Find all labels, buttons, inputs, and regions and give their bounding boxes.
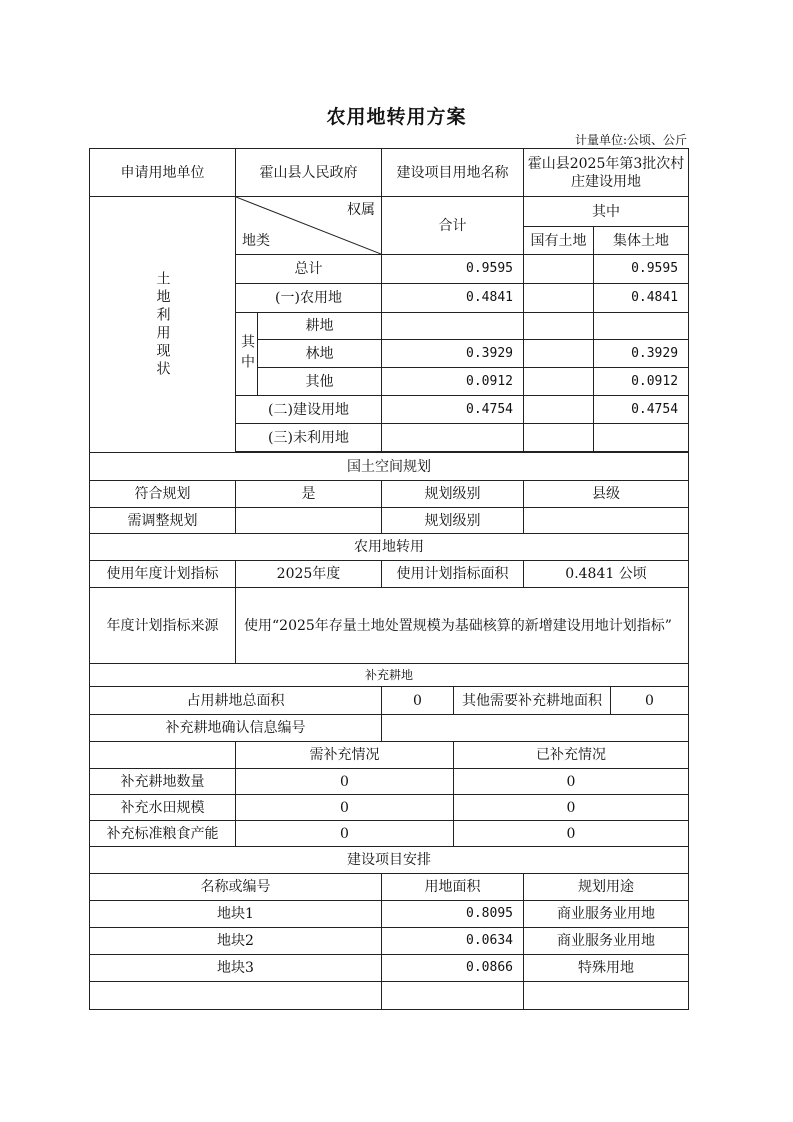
state-land-header: 国有土地 xyxy=(524,227,594,255)
row-label-construction: (二)建设用地 xyxy=(236,396,382,424)
forest-total-value: 0.3929 xyxy=(382,340,524,368)
row-label-other: 其他 xyxy=(258,368,382,396)
projects-section-header: 建设项目安排 xyxy=(90,847,689,874)
index-area-value: 0.4841 公顷 xyxy=(524,561,689,588)
page-title: 农用地转用方案 xyxy=(326,106,467,128)
of-which-header: 其中 xyxy=(524,197,689,227)
adjust-plan-value xyxy=(236,508,382,534)
land-use-vertical-text: 土地利用现状 xyxy=(154,270,171,379)
plan-level-label-2: 规划级别 xyxy=(382,508,524,534)
index-source-value: 使用“2025年存量土地处置规模为基础核算的新增建设用地计划指标” xyxy=(236,588,689,664)
farmland-total-value: 0.4841 xyxy=(382,284,524,313)
annual-index-label: 使用年度计划指标 xyxy=(90,561,236,588)
supplement-need-value: 0 xyxy=(236,769,454,795)
project-area-col-header: 用地面积 xyxy=(382,874,524,901)
other-total-value: 0.0912 xyxy=(382,368,524,396)
cultivated-state-value xyxy=(524,313,594,340)
total-total-value: 0.9595 xyxy=(382,255,524,284)
index-source-label: 年度计划指标来源 xyxy=(90,588,236,664)
unused-total-value xyxy=(382,424,524,452)
unused-collective-value xyxy=(594,424,689,452)
project-row-area: 0.0634 xyxy=(382,928,524,955)
of-which-vertical-text: 其中 xyxy=(239,334,255,374)
collective-land-header: 集体土地 xyxy=(594,227,689,255)
row-label-farmland: (一)农用地 xyxy=(236,284,382,313)
forest-collective-value: 0.3929 xyxy=(594,340,689,368)
planning-section-header: 国土空间规划 xyxy=(90,453,689,481)
project-row-use: 商业服务业用地 xyxy=(524,928,689,955)
project-name-label: 建设项目用地名称 xyxy=(382,149,524,197)
confirm-number-value xyxy=(382,715,689,742)
plan-level-value: 县级 xyxy=(524,481,689,508)
supplement-row-label: 补充标准粮食产能 xyxy=(90,821,236,847)
project-name-col-header: 名称或编号 xyxy=(90,874,382,901)
project-row-name: 地块2 xyxy=(90,928,382,955)
occupied-area-value: 0 xyxy=(382,687,454,715)
supplement-corner-cell xyxy=(90,742,236,769)
supplement-done-value: 0 xyxy=(454,769,689,795)
total-collective-value: 0.9595 xyxy=(594,255,689,284)
project-row-use: 特殊用地 xyxy=(524,955,689,982)
supplement-row-label: 补充耕地数量 xyxy=(90,769,236,795)
unit-note: 计量单位:公顷、公斤 xyxy=(574,133,687,147)
supplement-need-value: 0 xyxy=(236,821,454,847)
done-supplement-header: 已补充情况 xyxy=(454,742,689,769)
applicant-label: 申请用地单位 xyxy=(90,149,236,197)
plan-level-value-2 xyxy=(524,508,689,534)
project-row-area: 0.0866 xyxy=(382,955,524,982)
row-label-cultivated: 耕地 xyxy=(258,313,382,340)
project-name-value: 霍山县2025年第3批次村庄建设用地 xyxy=(524,149,689,197)
confirm-number-label: 补充耕地确认信息编号 xyxy=(90,715,382,742)
supplement-done-value: 0 xyxy=(454,821,689,847)
row-label-forest: 林地 xyxy=(258,340,382,368)
project-use-col-header: 规划用途 xyxy=(524,874,689,901)
supplement-section-header: 补充耕地 xyxy=(90,664,689,687)
annual-index-value: 2025年度 xyxy=(236,561,382,588)
project-row-area: 0.8095 xyxy=(382,901,524,928)
ownership-label: 权属 xyxy=(347,202,375,218)
conversion-section-header: 农用地转用 xyxy=(90,534,689,561)
land-use-section-label xyxy=(90,197,236,453)
category-label: 地类 xyxy=(242,233,270,249)
project-row-name: 地块3 xyxy=(90,955,382,982)
farmland-state-value xyxy=(524,284,594,313)
cultivated-collective-value xyxy=(594,313,689,340)
of-which-side-label xyxy=(236,313,258,396)
cultivated-total-value xyxy=(382,313,524,340)
need-supplement-header: 需补充情况 xyxy=(236,742,454,769)
plan-level-label: 规划级别 xyxy=(382,481,524,508)
total-column-header: 合计 xyxy=(382,197,524,255)
total-state-value xyxy=(524,255,594,284)
other-supplement-value: 0 xyxy=(611,687,689,715)
row-label-unused: (三)未利用地 xyxy=(236,424,382,452)
project-row-name: 地块1 xyxy=(90,901,382,928)
project-row-use: 商业服务业用地 xyxy=(524,901,689,928)
conform-plan-label: 符合规划 xyxy=(90,481,236,508)
unused-state-value xyxy=(524,424,594,452)
adjust-plan-label: 需调整规划 xyxy=(90,508,236,534)
construction-state-value xyxy=(524,396,594,424)
conversion-plan-table xyxy=(89,148,689,1010)
supplement-done-value: 0 xyxy=(454,795,689,821)
diagonal-header xyxy=(236,197,382,255)
occupied-area-label: 占用耕地总面积 xyxy=(90,687,382,715)
construction-collective-value: 0.4754 xyxy=(594,396,689,424)
project-row-area xyxy=(382,982,524,1010)
farmland-collective-value: 0.4841 xyxy=(594,284,689,313)
other-state-value xyxy=(524,368,594,396)
other-supplement-label: 其他需要补充耕地面积 xyxy=(454,687,611,715)
index-area-label: 使用计划指标面积 xyxy=(382,561,524,588)
conform-plan-value: 是 xyxy=(236,481,382,508)
supplement-row-label: 补充水田规模 xyxy=(90,795,236,821)
row-label-total: 总计 xyxy=(236,255,382,284)
applicant-value: 霍山县人民政府 xyxy=(236,149,382,197)
construction-total-value: 0.4754 xyxy=(382,396,524,424)
forest-state-value xyxy=(524,340,594,368)
other-collective-value: 0.0912 xyxy=(594,368,689,396)
supplement-need-value: 0 xyxy=(236,795,454,821)
project-row-use xyxy=(524,982,689,1010)
project-row-name xyxy=(90,982,382,1010)
